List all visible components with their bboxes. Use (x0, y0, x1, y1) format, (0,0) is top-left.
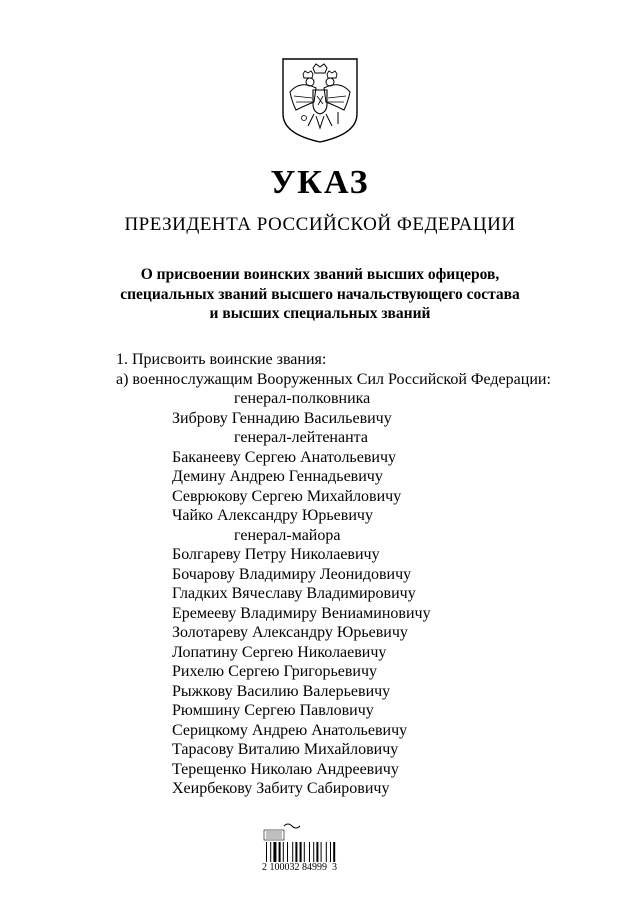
person-name: Болгареву Петру Николаевичу (172, 546, 380, 563)
person-name: Баканееву Сергею Анатольевичу (172, 449, 396, 466)
rank-heading: генерал-майора (234, 527, 341, 544)
decree-heading (0, 265, 640, 324)
barcode-number: 2 100032 84999 3 (262, 862, 337, 873)
rank-heading: генерал-полковника (234, 390, 371, 407)
person-name: Демину Андрею Геннадьевичу (172, 468, 383, 485)
person-name: Рихелю Сергею Григорьевичу (172, 663, 378, 680)
coat-of-arms-emblem (280, 56, 360, 144)
person-name: Рюмшину Сергею Павловичу (172, 702, 374, 719)
point-1: 1. Присвоить воинские звания: (116, 351, 327, 368)
heading-line: специальных званий высшего начальствующего состава (120, 285, 520, 303)
subpoint-a: а) военнослужащим Вооруженных Сил Российской Федерации: (116, 371, 551, 388)
person-name: Бочарову Владимиру Леонидовичу (172, 566, 412, 583)
person-name: Зиброву Геннадию Васильевичу (172, 410, 392, 427)
person-name: Лопатину Сергею Николаевичу (172, 644, 387, 661)
person-name: Серицкому Андрею Анатольевичу (172, 722, 408, 739)
document-title: УКАЗ (270, 164, 370, 201)
person-name: Чайко Александру Юрьевичу (172, 507, 373, 524)
rank-heading: генерал-лейтенанта (234, 429, 368, 446)
heading-line: и высших специальных званий (209, 305, 431, 322)
person-name: Хеирбекову Забиту Сабировичу (172, 780, 390, 797)
document-subtitle: ПРЕЗИДЕНТА РОССИЙСКОЙ ФЕДЕРАЦИИ (124, 214, 516, 235)
person-name: Золотареву Александру Юрьевичу (172, 624, 408, 641)
person-name: Гладких Вячеславу Владимировичу (172, 585, 416, 602)
person-name: Рыжкову Василию Валерьевичу (172, 683, 391, 700)
person-name: Тарасову Виталию Михайловичу (172, 741, 399, 758)
heading-line: О присвоении воинских званий высших офицеров, (140, 266, 500, 283)
person-name: Терещенко Николаю Андреевичу (172, 761, 399, 778)
person-name: Еремееву Владимиру Вениаминовичу (172, 605, 431, 622)
person-name: Севрюкову Сергею Михайловичу (172, 488, 402, 505)
